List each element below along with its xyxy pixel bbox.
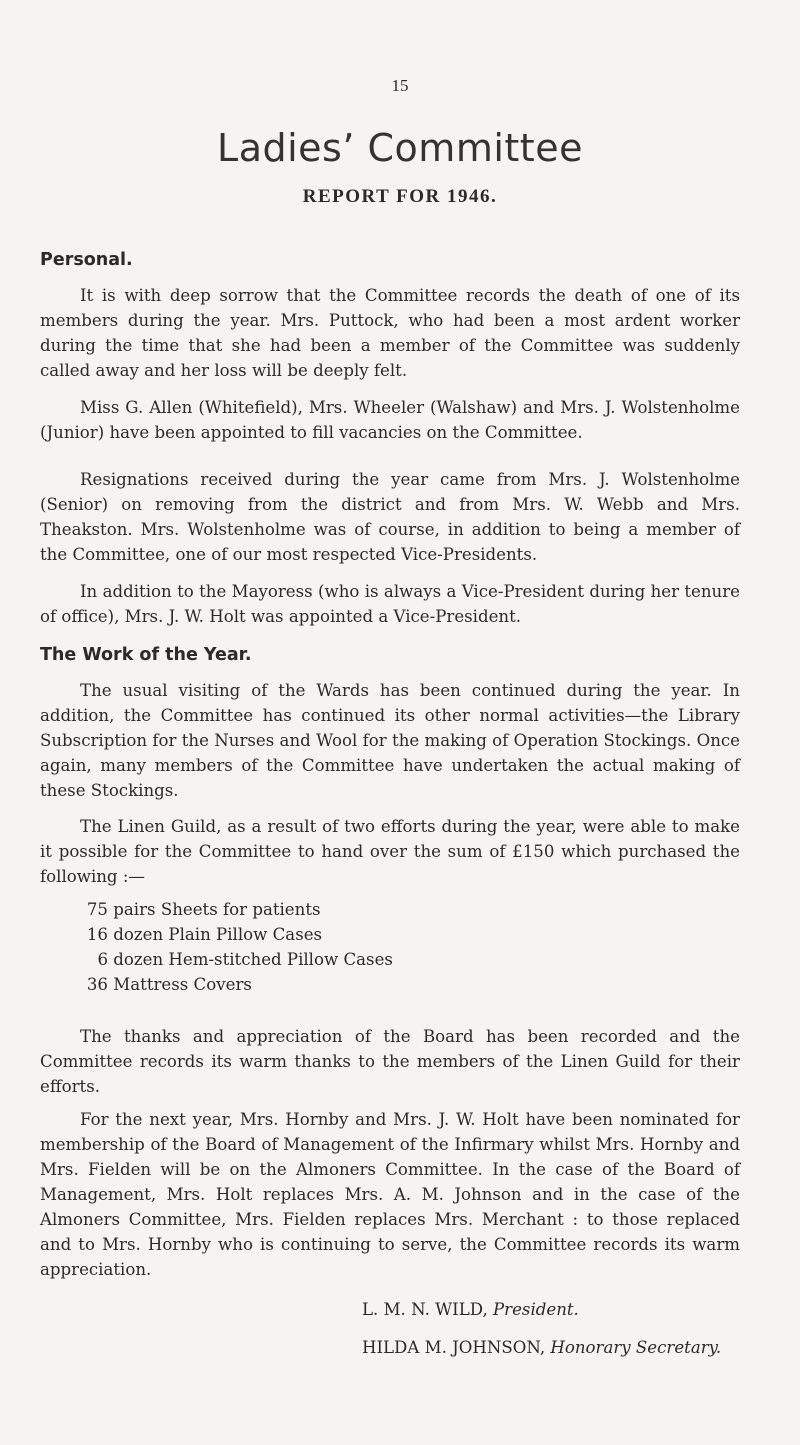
list-item <box>80 972 393 997</box>
page-number: 15 <box>391 76 409 95</box>
item-description: pairs Sheets for patients <box>113 900 321 919</box>
report-subtitle: REPORT FOR 1946. <box>302 186 498 207</box>
item-description: dozen Hem-stitched Pillow Cases <box>113 950 393 969</box>
section-heading-personal: Personal. <box>40 250 133 270</box>
paragraph: The thanks and appreciation of the Board has been recorded and the Committee records its warm thanks to the members of the Linen Guild for their efforts. <box>40 1027 740 1096</box>
item-quantity: 75 <box>86 900 108 919</box>
item-quantity: 6 <box>97 950 108 969</box>
page-title: Ladies’ Committee <box>217 126 583 170</box>
signature-president <box>362 1300 579 1319</box>
list-item <box>80 947 393 972</box>
paragraph: For the next year, Mrs. Hornby and Mrs. J. W. Holt have been nominated for membership of the Board of Management of the Infirmary whilst Mrs. Hornby and Mrs. Fielden will be on the Almoners Committee. In the case of the Board of Management, Mrs. Holt replaces Mrs. A. M. Johnson and in the case of the Almoners Committee, Mrs. Fielden replaces Mrs. Merchant : to those replaced and to Mrs. Hornby who is continuing to serve, the Committee records its warm appreciation. <box>40 1110 740 1279</box>
paragraph: The Linen Guild, as a result of two efforts during the year, were able to make it possible for the Committee to hand over the sum of £150 which purchased the following :— <box>40 817 740 886</box>
work-paragraph-2 <box>40 814 740 889</box>
signature-name: L. M. N. WILD, <box>362 1300 488 1319</box>
section-heading-work: The Work of the Year. <box>40 645 252 665</box>
work-paragraph-1 <box>40 678 740 803</box>
work-closing-paragraph-2 <box>40 1107 740 1282</box>
personal-paragraph-2 <box>40 395 740 445</box>
signature-secretary <box>362 1338 721 1357</box>
paragraph: It is with deep sorrow that the Committee records the death of one of its members during the year. Mrs. Puttock, who had been a most ardent worker during the time that she had been a member of the Committee was suddenly called away and her loss will be deeply felt. <box>40 286 740 380</box>
personal-paragraph-4 <box>40 579 740 629</box>
paragraph: In addition to the Mayoress (who is always a Vice-President during her tenure of office), Mrs. J. W. Holt was appointed a Vice-President. <box>40 582 740 626</box>
signature-role: President. <box>493 1300 579 1319</box>
signature-role: Honorary Secretary. <box>550 1338 722 1357</box>
purchased-items-list <box>80 897 393 997</box>
paragraph: Resignations received during the year came from Mrs. J. Wolstenholme (Senior) on removing from the district and from Mrs. W. Webb and Mrs. Theakston. Mrs. Wolstenholme was of course, in addition to being a member of the Committee, one of our most respected Vice-Presidents. <box>40 470 740 564</box>
signature-name: HILDA M. JOHNSON, <box>362 1338 546 1357</box>
paragraph: Miss G. Allen (Whitefield), Mrs. Wheeler (Walshaw) and Mrs. J. Wolstenholme (Junior) have been appointed to fill vacancies on the Committee. <box>40 398 740 442</box>
personal-paragraph-1 <box>40 283 740 383</box>
paragraph: The usual visiting of the Wards has been continued during the year. In addition, the Committee has continued its other normal activities—the Library Subscription for the Nurses and Wool for the making of Operation Stockings. Once again, many members of the Committee have undertaken the actual making of these Stockings. <box>40 681 740 800</box>
list-item <box>80 922 393 947</box>
list-item <box>80 897 393 922</box>
item-description: Mattress Covers <box>113 975 252 994</box>
item-description: dozen Plain Pillow Cases <box>113 925 323 944</box>
work-closing-paragraph-1 <box>40 1024 740 1099</box>
item-quantity: 36 <box>86 975 108 994</box>
item-quantity: 16 <box>86 925 108 944</box>
personal-paragraph-3 <box>40 467 740 567</box>
